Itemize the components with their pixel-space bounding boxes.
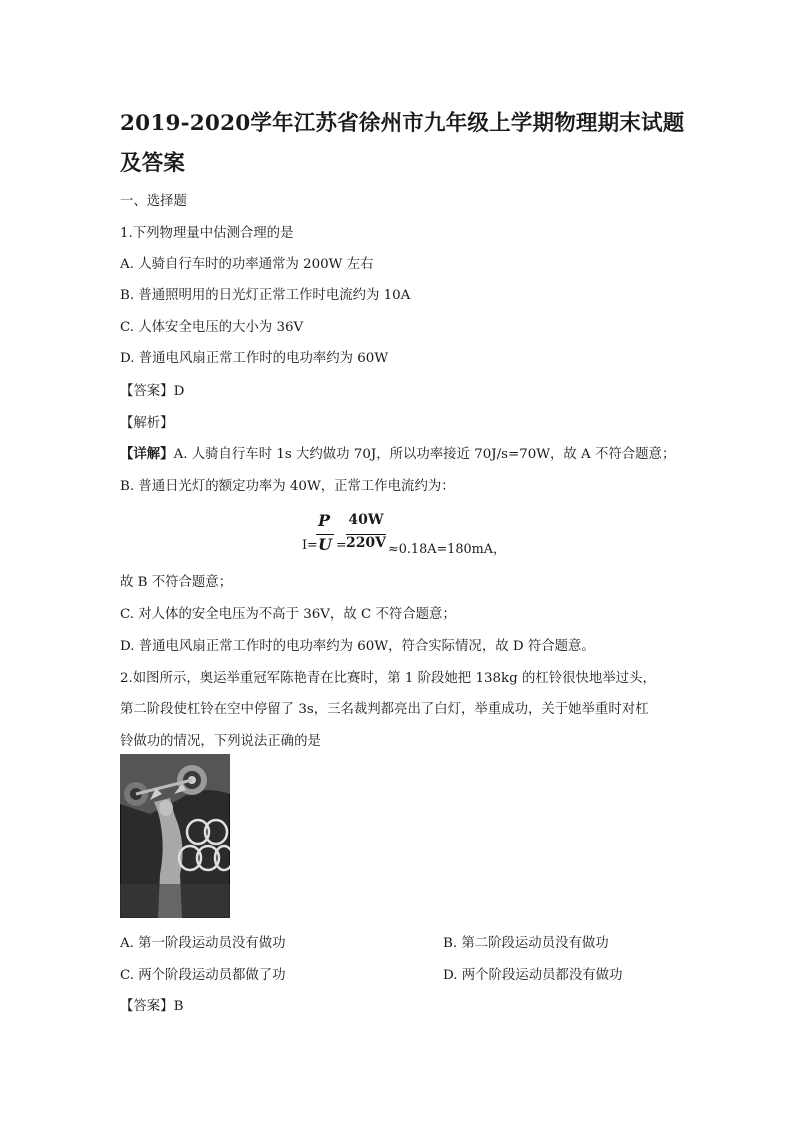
document-title-line1: 2019-2020学年江苏省徐州市九年级上学期物理期末试题 <box>120 111 685 136</box>
q1-detail-c: C. 对人体的安全电压为不高于 36V，故 C 不符合题意； <box>120 607 456 622</box>
q1-detail-b: B. 普通日光灯的额定功率为 40W，正常工作电流约为： <box>120 479 455 494</box>
answer-value: D <box>173 384 185 399</box>
q2-option-d: D. 两个阶段运动员都没有做功 <box>443 968 623 983</box>
q1-option-c: C. 人体安全电压的大小为 36V <box>120 320 304 335</box>
q1-analysis-tag: 【解析】 <box>120 416 174 431</box>
q2-answer <box>120 995 183 1014</box>
answer-tag: 【答案】 <box>120 384 174 399</box>
formula-result: ≈0.18A=180mA， <box>388 542 506 557</box>
q2-option-b: B. 第二阶段运动员没有做功 <box>443 936 609 951</box>
formula-numerator-p: P <box>317 511 331 530</box>
weightlifter-photo <box>120 754 230 918</box>
section-heading: 一、选择题 <box>120 194 187 209</box>
formula-equals: = <box>336 538 347 553</box>
q1-option-a: A. 人骑自行车时的功率通常为 200W 左右 <box>120 257 374 272</box>
q1-option-d: D. 普通电风扇正常工作时的电功率约为 60W <box>120 351 389 366</box>
q1-option-b: B. 普通照明用的日光灯正常工作时电流约为 10A <box>120 288 411 303</box>
detail-tag: 【详解】 <box>120 446 174 462</box>
q2-stem-line2: 第二阶段使杠铃在空中停留了 3s，三名裁判都亮出了白灯，举重成功，关于她举重时对杠 <box>120 702 649 717</box>
document-title-line2: 及答案 <box>120 151 186 176</box>
detail-a-text: A. 人骑自行车时 1s 大约做功 70J，所以功率接近 70J/s=70W，故 A 不符合题意； <box>173 447 676 462</box>
formula-denominator-u: U <box>318 535 332 554</box>
q2-option-a: A. 第一阶段运动员没有做功 <box>120 936 286 951</box>
q1-detail-b2: 故 B 不符合题意； <box>120 575 233 590</box>
answer-tag: 【答案】 <box>120 999 174 1014</box>
q2-stem-line1: 2.如图所示，奥运举重冠军陈艳青在比赛时，第 1 阶段她把 138kg 的杠铃很快地举过头， <box>120 671 656 686</box>
q1-answer <box>120 380 184 399</box>
formula-numerator-40w: 40W <box>348 512 384 528</box>
answer-value: B <box>173 999 184 1014</box>
q2-stem-line3: 铃做功的情况，下列说法正确的是 <box>120 734 321 749</box>
formula-prefix: I= <box>302 538 318 553</box>
current-formula <box>302 510 562 557</box>
q1-detail-a <box>120 443 675 462</box>
q1-stem: 1.下列物理量中估测合理的是 <box>120 226 294 241</box>
q2-option-c: C. 两个阶段运动员都做了功 <box>120 968 286 983</box>
q1-detail-d: D. 普通电风扇正常工作时的电功率约为 60W，符合实际情况，故 D 符合题意。 <box>120 639 595 654</box>
formula-denominator-220v: 220V <box>345 535 387 551</box>
